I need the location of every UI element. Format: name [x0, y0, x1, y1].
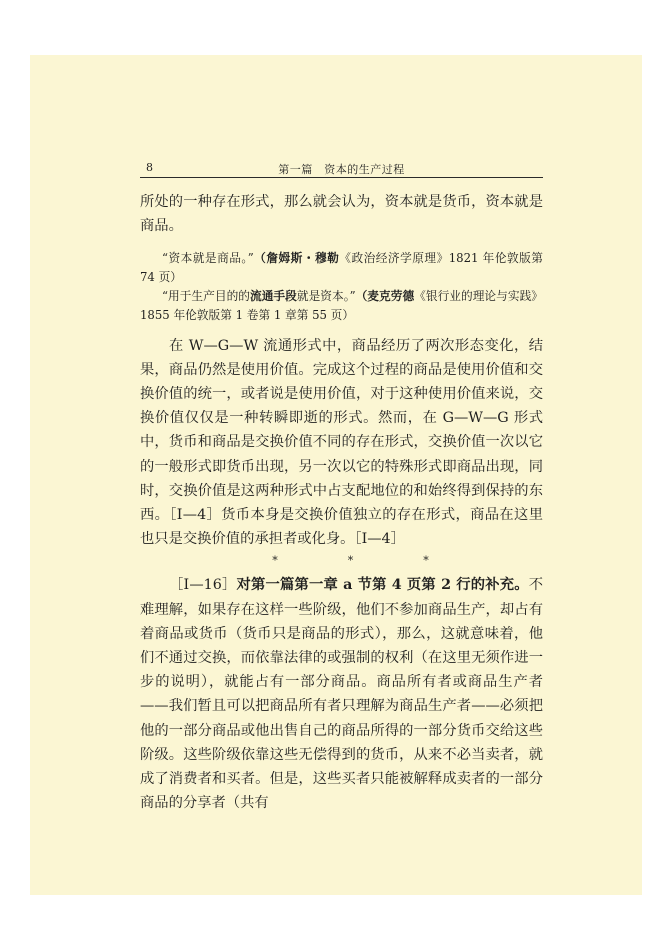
running-title: 第一篇 资本的生产过程 [278, 163, 405, 176]
paragraph-circulation-forms: 在 W—G—W 流通形式中，商品经历了两次形态变化，结果，商品仍然是使用价值。完成这个过程的商品是使用价值和交换价值的统一，或者说是使用价值，对于这种使用价值来说，交换价值仅仅是一种转瞬即逝的形式。然而，在 G—W—G 形式中，货币和商品是交换价值不同的存在形式，交换价值一次以它的一般形式即货币出现，另一次以它的特殊形式即商品出现，同时，交换价值是这两种形式中占支配地位的和始终得到保持的东西。［Ⅰ—4］货币本身是交换价值独立的存在形式，商品在这里也只是交换价值的承担者或化身。［Ⅰ—4］ [140, 337, 543, 548]
quotation-notes [140, 249, 543, 324]
page-number: 8 [146, 161, 153, 174]
manuscript-reference: ［Ⅰ—16］ [169, 577, 237, 594]
page-header [140, 157, 543, 178]
supplement-text: 不难理解，如果存在这样一些阶级，他们不参加商品生产，却占有着商品或货币（货币只是商品的形式），那么，这就意味着，他们不通过交换，而依靠法律的或强制的权利（在这里无须作进一步的说明），就能占有一部分商品。商品所有者或商品生产者——我们暂且可以把商品所有者只理解为商品生产者——必须把他的一部分商品或他出售自己的商品所得的一部分货币交给这些阶级。这些阶级依靠这些无偿得到的货币，从来不必当卖者，就成了消费者和买者。但是，这些买者只能被解释成卖者的一部分商品的分享者（共有 [140, 577, 543, 812]
paragraph-supplement [140, 573, 543, 815]
asterisk: * [347, 554, 354, 568]
quote-note-macleod-emphasis: 流通手段 [250, 289, 297, 303]
section-separator [140, 553, 543, 569]
quote-note-mill-source: 《政治经济学原理》1821 年伦敦版第 74 页） [140, 251, 543, 285]
quote-note-macleod-source: 《银行业的理论与实践》1855 年伦敦版第 1 卷第 1 章第 55 页） [140, 289, 543, 322]
paragraph-continued: 所处的一种存在形式，那么就会认为，资本就是货币，资本就是商品。 [140, 194, 543, 235]
page-body [140, 190, 543, 815]
asterisk: * [272, 554, 278, 568]
quote-note-macleod-author: （麦克劳德 [355, 289, 415, 303]
asterisk: * [423, 554, 429, 568]
quote-note-macleod-quote-b: 就是资本。” [296, 289, 356, 303]
quote-note-mill [140, 249, 543, 287]
quote-note-mill-quote: “资本就是商品。” [162, 251, 254, 266]
quote-note-mill-author: （詹姆斯・穆勒 [253, 251, 340, 266]
quote-note-macleod [140, 287, 543, 325]
supplement-heading: 对第一篇第一章 a 节第 4 页第 2 行的补充。 [236, 577, 529, 594]
quote-note-macleod-quote-a: “用于生产目的的 [162, 289, 250, 303]
